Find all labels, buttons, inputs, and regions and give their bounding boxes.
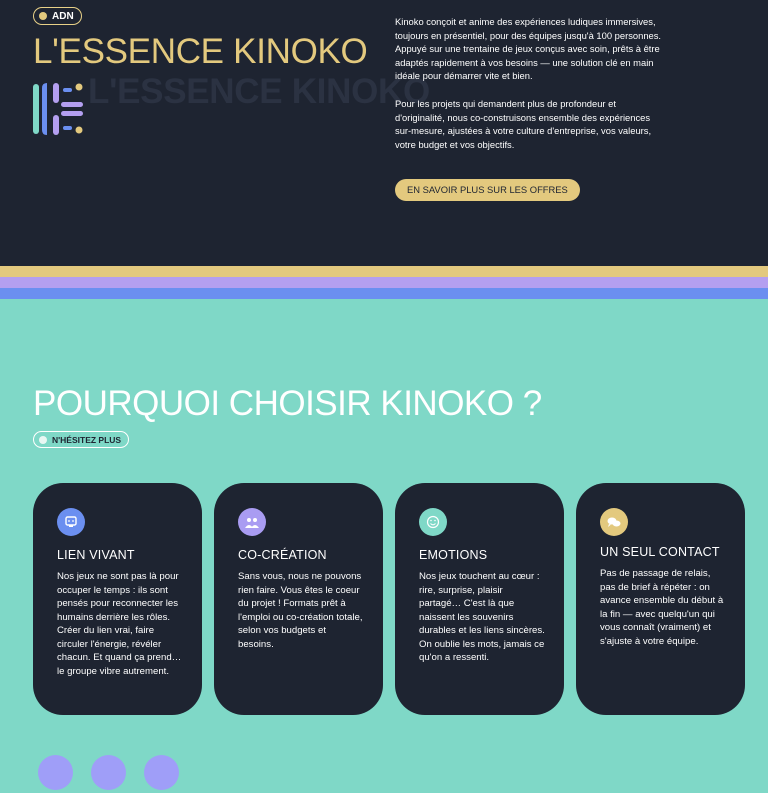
hero-paragraph-2: Pour les projets qui demandent plus de profondeur et d'originalité, nous co-construisons ensemble des expériences sur-mesure, ajustées à votre culture d'entreprise, vos valeurs, votre budget et vos objectifs. xyxy=(395,97,652,150)
feature-card-lien-vivant xyxy=(33,483,202,715)
hero-paragraph-1b: Appuyé sur une trentaine de jeux conçus avec soin, prêts à être adaptés rapidement à vos besoins — une solution clé en main idéale pour démarrer vite et bien. xyxy=(395,43,660,82)
chat-screen-icon xyxy=(57,508,85,536)
decorative-circle xyxy=(38,755,73,790)
feature-title: EMOTIONS xyxy=(419,548,488,562)
why-title: POURQUOI CHOISIR KINOKO ? xyxy=(33,384,542,423)
stripe-gold xyxy=(0,266,768,277)
feature-title: UN SEUL CONTACT xyxy=(600,545,720,559)
stripe-lavender xyxy=(0,277,768,288)
features-cards xyxy=(33,483,745,715)
kinoko-logo-icon xyxy=(33,80,85,138)
why-badge-label: N'HÉSITEZ PLUS xyxy=(52,434,122,445)
feature-body: Sans vous, nous ne pouvons rien faire. Vous êtes le coeur du projet ! Formats prêt à l'emploi ou co-création totale, selon vos budgets et besoins. xyxy=(238,571,363,650)
why-badge xyxy=(33,431,129,448)
stripe-blue xyxy=(0,288,768,299)
feature-card-un-seul-contact xyxy=(576,483,745,715)
feature-body: Nos jeux ne sont pas là pour occuper le temps : ils sont pensés pour reconnecter les humains derrière les rôles. Créer du lien vrai, faire circuler l'énergie, révéler chacun. Et quand ça prend… le groupe vibre autrement. xyxy=(57,571,182,677)
feature-body: Nos jeux touchent au cœur : rire, surprise, plaisir partagé… C'est là que naissent les souvenirs durables et les liens sincères. On oublie les mots, jamais ce qu'on a ressenti. xyxy=(419,571,545,663)
feature-card-emotions xyxy=(395,483,564,715)
feature-title: CO-CRÉATION xyxy=(238,548,327,562)
feature-title: LIEN VIVANT xyxy=(57,548,135,562)
title-shadow-decoration: L'ESSENCE KINOKO xyxy=(88,72,430,111)
badge-dot-icon xyxy=(39,436,47,444)
decorative-circle xyxy=(91,755,126,790)
hero-paragraph-1a: Kinoko conçoit et anime des expériences ludiques immersives, toujours en présentiel, pour des équipes jusqu'à 100 personnes. xyxy=(395,16,662,41)
hero-title: L'ESSENCE KINOKO xyxy=(33,32,368,71)
hero-paragraph-1 xyxy=(395,15,665,83)
speech-bubbles-icon xyxy=(600,508,628,536)
offers-cta-button[interactable]: EN SAVOIR PLUS SUR LES OFFRES xyxy=(395,179,580,201)
smile-icon xyxy=(419,508,447,536)
feature-card-co-creation xyxy=(214,483,383,715)
feature-body: Pas de passage de relais, pas de brief à répéter : on avance ensemble du début à la fin — avec quelqu'un qui vous connaît (vraiment) et s'ajuste à votre équipe. xyxy=(600,568,724,647)
adn-badge-label: ADN xyxy=(52,10,74,22)
badge-dot-icon xyxy=(39,12,47,20)
decorative-circle xyxy=(144,755,179,790)
hero-description xyxy=(395,15,665,151)
color-stripes-divider xyxy=(0,266,768,299)
team-icon xyxy=(238,508,266,536)
adn-badge xyxy=(33,7,82,25)
hero-section xyxy=(0,0,768,266)
